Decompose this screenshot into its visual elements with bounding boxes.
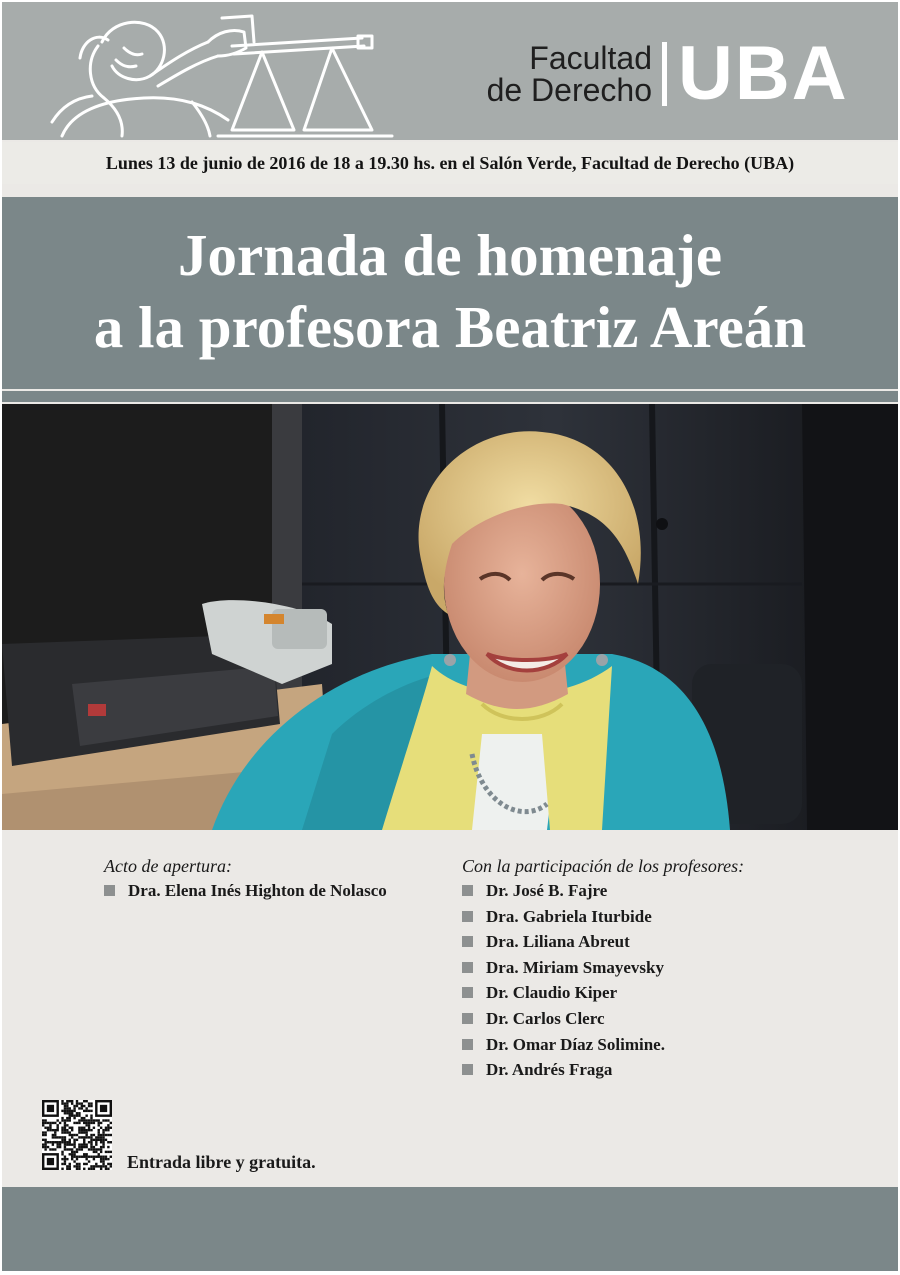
square-bullet-icon <box>462 1039 473 1050</box>
portrait-photo <box>2 404 898 830</box>
list-item-label: Dr. Claudio Kiper <box>486 983 618 1003</box>
faculty-name-line2: de Derecho <box>486 72 652 108</box>
free-entry-note: Entrada libre y gratuita. <box>127 1152 316 1172</box>
list-item <box>462 1057 665 1083</box>
faculty-name <box>462 42 652 106</box>
list-item <box>462 878 665 904</box>
event-date-line: Lunes 13 de junio de 2016 de 18 a 19.30 hs. en el Salón Verde, Facultad de Derecho (UBA) <box>2 142 898 184</box>
list-item-label: Dr. Omar Díaz Solimine. <box>486 1034 665 1054</box>
participants-list <box>462 878 665 1083</box>
event-poster <box>2 2 898 1271</box>
portrait-photo-illustration <box>2 404 898 830</box>
list-item <box>462 1032 665 1058</box>
square-bullet-icon <box>462 962 473 973</box>
square-bullet-icon <box>462 911 473 922</box>
list-item-label: Dra. Gabriela Iturbide <box>486 906 652 926</box>
qr-code-icon[interactable] <box>42 1100 112 1170</box>
square-bullet-icon <box>462 987 473 998</box>
list-item-label: Dr. José B. Fajre <box>486 881 608 900</box>
list-item-label: Dr. Andrés Fraga <box>486 1060 613 1080</box>
list-item <box>462 929 665 955</box>
square-bullet-icon <box>462 1013 473 1024</box>
event-title-line2: a la profesora Beatriz Areán <box>93 294 807 360</box>
square-bullet-icon <box>462 936 473 947</box>
header <box>2 2 898 140</box>
opening-list <box>104 878 387 904</box>
list-item <box>462 955 665 981</box>
list-item <box>462 904 665 930</box>
justice-scales-logo-icon <box>32 2 402 140</box>
logo-divider <box>662 42 667 106</box>
list-item-label: Dra. Miriam Smayevsky <box>486 957 665 977</box>
square-bullet-icon <box>462 885 473 896</box>
event-title-line1: Jornada de homenaje <box>177 222 723 288</box>
opening-heading: Acto de apertura: <box>104 856 232 876</box>
list-item <box>462 1006 665 1032</box>
square-bullet-icon <box>104 885 115 896</box>
participants-heading: Con la participación de los profesores: <box>462 856 745 876</box>
list-item <box>104 878 387 904</box>
footer-band <box>2 1187 898 1271</box>
list-item-label: Dra. Liliana Abreut <box>486 932 630 952</box>
list-item-label: Dr. Carlos Clerc <box>486 1008 605 1028</box>
university-acronym: UBA <box>678 31 849 116</box>
list-item <box>462 980 665 1006</box>
square-bullet-icon <box>462 1064 473 1075</box>
faculty-name-line1: Facultad <box>529 40 652 76</box>
list-item-label: Dra. Elena Inés Highton de Nolasco <box>128 881 387 900</box>
title-underline <box>2 391 898 402</box>
event-title <box>2 197 898 389</box>
